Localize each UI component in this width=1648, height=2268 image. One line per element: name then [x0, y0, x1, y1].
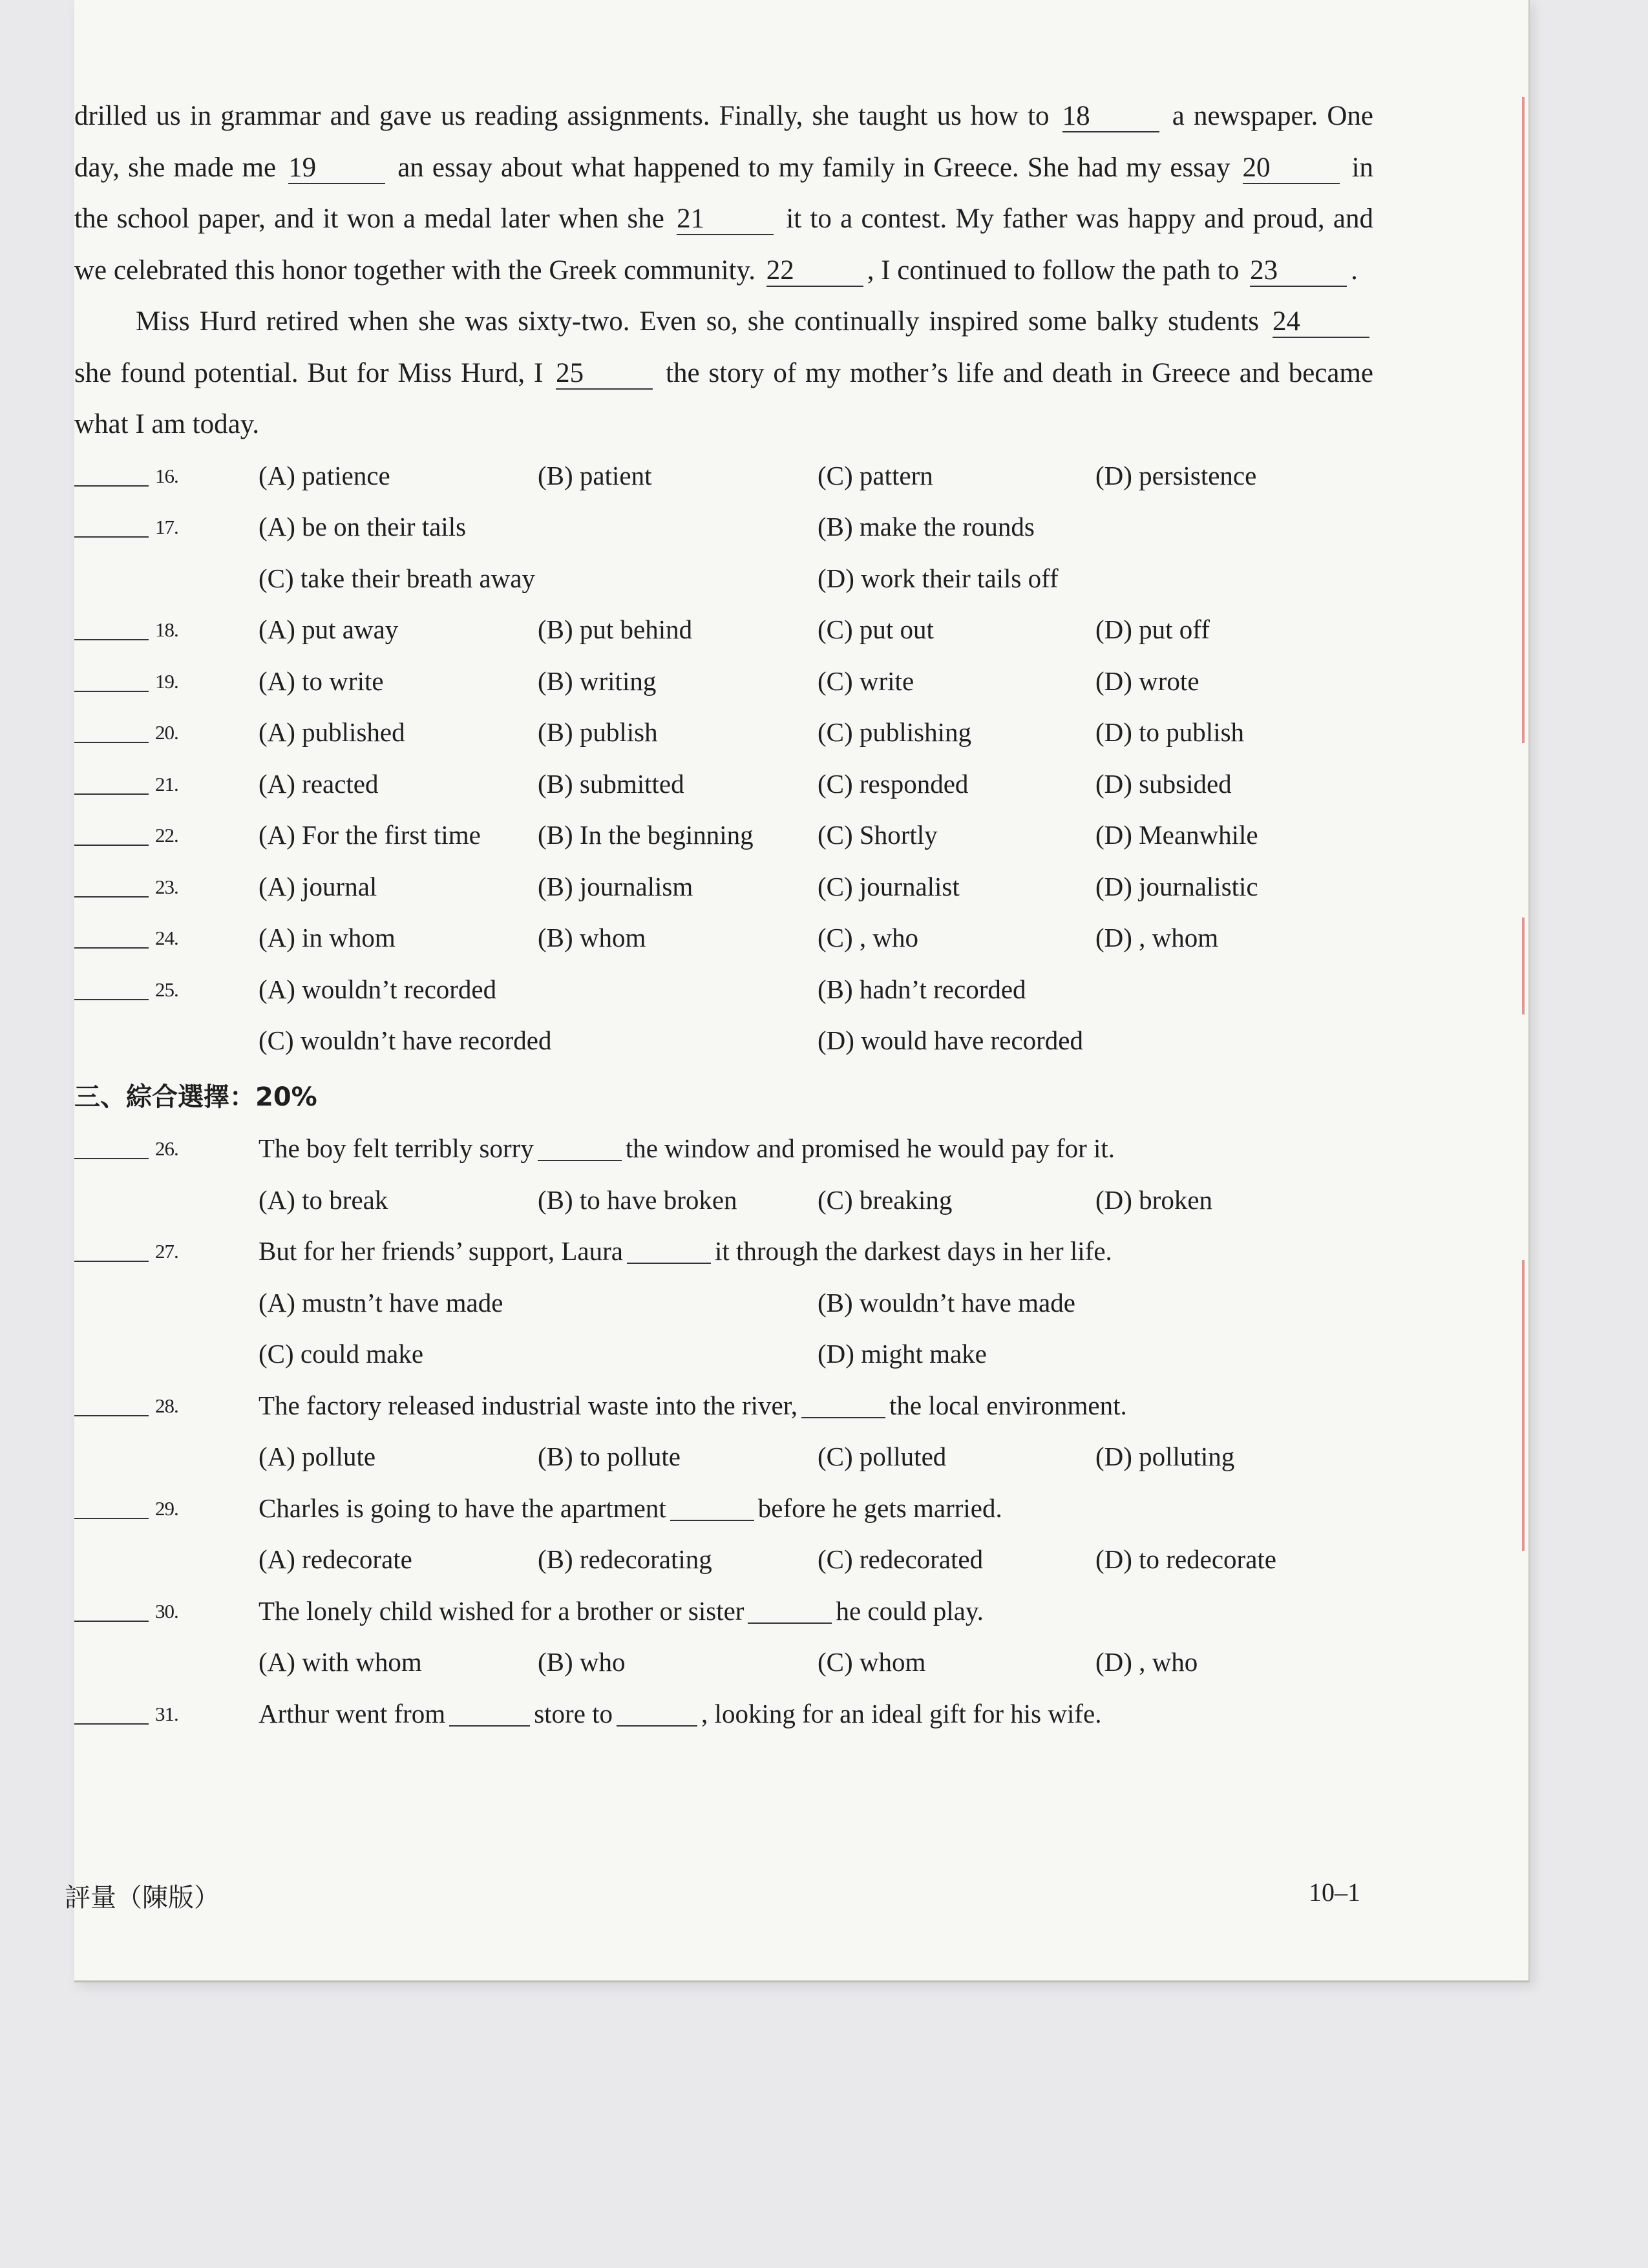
- answer-line[interactable]: [74, 485, 149, 487]
- answer-line[interactable]: [74, 845, 149, 846]
- option-a: (A) patience: [259, 460, 390, 490]
- stem-text: , looking for an ideal gift for his wife.: [701, 1698, 1102, 1728]
- option-b: (B) publish: [538, 717, 658, 747]
- stem-text: Charles is going to have the apartment: [259, 1493, 666, 1523]
- option-b: (B) whom: [538, 923, 646, 952]
- question-number: 21.: [155, 772, 178, 795]
- option-d: (D) Meanwhile: [1095, 820, 1258, 850]
- option-a: (A) wouldn’t recorded: [259, 974, 497, 1004]
- option-d: (D) subsided: [1095, 768, 1232, 799]
- option-b: (B) to have broken: [538, 1184, 737, 1215]
- answer-line[interactable]: [74, 793, 149, 795]
- stem-blank: [538, 1133, 622, 1161]
- passage-text: , I continued to follow the path to: [867, 255, 1240, 286]
- question-number: 28.: [155, 1394, 178, 1417]
- question-29-options: [74, 1534, 1373, 1586]
- question-number: 20.: [155, 721, 178, 744]
- option-b: (B) journalism: [538, 871, 693, 901]
- question-16: [74, 450, 1373, 502]
- question-27: [74, 1226, 1373, 1277]
- passage-text: the story of my mother’s life and death in Greece and became what I am today.: [74, 357, 1374, 439]
- blank-25: 25: [556, 358, 653, 390]
- question-31: [74, 1688, 1373, 1740]
- answer-line[interactable]: [74, 896, 149, 898]
- question-stem: [259, 1380, 1127, 1432]
- stem-text: The lonely child wished for a brother or sister: [259, 1595, 745, 1626]
- stem-text: The factory released industrial waste into the river,: [259, 1390, 798, 1420]
- binding-mark: [1522, 918, 1525, 1014]
- option-c: (C) put out: [818, 614, 934, 644]
- option-d: (D) persistence: [1095, 460, 1257, 490]
- question-26: [74, 1123, 1373, 1175]
- option-b: (B) submitted: [538, 768, 684, 799]
- question-18: [74, 604, 1373, 656]
- passage-paragraph-1: [74, 90, 1373, 296]
- page-number: 10–1: [1309, 1878, 1360, 1907]
- blank-18: 18: [1062, 101, 1159, 132]
- question-22: [74, 810, 1373, 861]
- question-stem: [259, 1688, 1101, 1740]
- option-b: (B) make the rounds: [818, 512, 1035, 541]
- binding-mark: [1522, 1260, 1525, 1551]
- stem-text: store to: [534, 1698, 613, 1728]
- stem-blank: [617, 1699, 697, 1727]
- question-30-options: [74, 1637, 1373, 1688]
- stem-blank: [627, 1236, 711, 1264]
- option-c: (C) wouldn’t have recorded: [259, 1025, 552, 1055]
- option-b: (B) redecorating: [538, 1544, 712, 1574]
- passage-text: Miss Hurd retired when she was sixty-two. Even so, she continually inspired some balky students: [136, 306, 1260, 337]
- question-30: [74, 1586, 1373, 1637]
- question-29: [74, 1483, 1373, 1535]
- question-number: 31.: [155, 1702, 178, 1725]
- passage-paragraph-2: [74, 296, 1373, 450]
- option-d: (D) journalistic: [1095, 871, 1258, 901]
- option-d: (D) wrote: [1095, 666, 1199, 696]
- question-20: [74, 707, 1373, 759]
- blank-20: 20: [1243, 152, 1340, 184]
- question-17-continued: [74, 553, 1373, 605]
- passage-text: a newspaper. One day, she made me: [74, 101, 1374, 183]
- question-21: [74, 759, 1373, 810]
- option-a: (A) put away: [259, 614, 399, 644]
- passage-text: it to a contest. My father was happy and proud, and we celebrated this honor together with the Greek community.: [74, 204, 1373, 286]
- passage-text: .: [1351, 255, 1358, 286]
- question-28-options: [74, 1431, 1373, 1483]
- option-a: (A) pollute: [259, 1442, 376, 1471]
- answer-line[interactable]: [74, 742, 149, 743]
- passage-text: she found potential. But for Miss Hurd, I: [74, 357, 544, 388]
- option-a: (A) with whom: [259, 1647, 422, 1677]
- question-number: 18.: [155, 618, 178, 641]
- answer-line[interactable]: [74, 639, 149, 640]
- question-27-options: [74, 1277, 1373, 1329]
- option-c: (C) publishing: [818, 717, 972, 747]
- option-c: (C) could make: [259, 1339, 424, 1369]
- question-number: 30.: [155, 1599, 178, 1622]
- option-c: (C) whom: [818, 1647, 926, 1677]
- question-number: 16.: [155, 464, 178, 487]
- answer-line[interactable]: [74, 1518, 149, 1519]
- option-a: (A) reacted: [259, 768, 379, 799]
- option-a: (A) in whom: [259, 923, 396, 952]
- answer-line[interactable]: [74, 947, 149, 949]
- question-25-continued: [74, 1015, 1373, 1067]
- section-heading: 三、綜合選擇：20%: [74, 1082, 317, 1112]
- question-number: 24.: [155, 927, 178, 949]
- stem-text: it through the darkest days in her life.: [714, 1236, 1112, 1266]
- option-d: (D) polluting: [1095, 1442, 1235, 1471]
- question-26-options: [74, 1175, 1373, 1226]
- option-b: (B) In the beginning: [538, 820, 754, 850]
- option-b: (B) patient: [538, 460, 652, 490]
- option-b: (B) hadn’t recorded: [818, 974, 1026, 1004]
- answer-line[interactable]: [74, 1723, 149, 1725]
- question-stem: [259, 1483, 1002, 1535]
- option-d: (D) to redecorate: [1095, 1544, 1276, 1574]
- option-b: (B) wouldn’t have made: [818, 1287, 1075, 1318]
- option-b: (B) put behind: [538, 614, 693, 644]
- option-d: (D) broken: [1095, 1184, 1213, 1215]
- passage-text: in the school paper, and it won a medal later when she: [74, 152, 1374, 234]
- stem-text: The boy felt terribly sorry: [259, 1133, 534, 1163]
- option-b: (B) writing: [538, 666, 657, 696]
- stem-blank: [449, 1699, 530, 1727]
- question-27-options-continued: [74, 1328, 1373, 1380]
- option-c: (C) take their breath away: [259, 563, 536, 593]
- option-d: (D) put off: [1095, 614, 1210, 644]
- option-a: (A) be on their tails: [259, 512, 467, 541]
- option-d: (D) to publish: [1095, 717, 1245, 747]
- option-c: (C) write: [818, 666, 914, 696]
- option-a: (A) journal: [259, 871, 377, 901]
- blank-24: 24: [1273, 306, 1369, 338]
- binding-mark: [1522, 97, 1525, 743]
- question-number: 17.: [155, 516, 178, 538]
- option-d: (D) might make: [818, 1339, 987, 1369]
- question-25: [74, 964, 1373, 1016]
- blank-21: 21: [677, 204, 774, 235]
- option-d: (D) work their tails off: [818, 563, 1059, 593]
- option-c: (C) pattern: [818, 460, 933, 490]
- question-stem: [259, 1586, 984, 1637]
- question-number: 19.: [155, 669, 178, 693]
- option-d: (D) would have recorded: [818, 1025, 1083, 1055]
- answer-line[interactable]: [74, 999, 149, 1000]
- stem-blank: [801, 1391, 885, 1418]
- question-24: [74, 912, 1373, 964]
- answer-line[interactable]: [74, 1158, 149, 1159]
- passage-text: drilled us in grammar and gave us reading assignments. Finally, she taught us how to: [74, 101, 1050, 131]
- question-23: [74, 861, 1373, 913]
- question-28: [74, 1380, 1373, 1432]
- blank-19: 19: [288, 152, 385, 184]
- option-a: (A) published: [259, 717, 405, 747]
- blank-22: 22: [766, 255, 863, 287]
- question-number: 29.: [155, 1496, 178, 1520]
- question-number: 23.: [155, 875, 178, 898]
- stem-text: he could play.: [836, 1595, 984, 1626]
- stem-text: Arthur went from: [259, 1698, 446, 1728]
- option-a: (A) to break: [259, 1184, 388, 1215]
- answer-line[interactable]: [74, 691, 149, 692]
- option-c: (C) Shortly: [818, 820, 938, 850]
- option-c: (C) breaking: [818, 1184, 953, 1215]
- option-a: (A) redecorate: [259, 1544, 412, 1574]
- question-stem: [259, 1226, 1112, 1277]
- page-content: [74, 90, 1373, 1739]
- option-a: (A) mustn’t have made: [259, 1287, 503, 1318]
- question-number: 25.: [155, 978, 178, 1001]
- question-number: 26.: [155, 1137, 178, 1160]
- option-b: (B) to pollute: [538, 1442, 681, 1471]
- question-stem: [259, 1123, 1115, 1175]
- question-number: 22.: [155, 824, 178, 846]
- stem-text: before he gets married.: [757, 1493, 1002, 1523]
- option-b: (B) who: [538, 1647, 626, 1677]
- option-c: (C) journalist: [818, 871, 960, 901]
- answer-line[interactable]: [74, 1621, 149, 1622]
- answer-line[interactable]: [74, 1415, 149, 1416]
- question-17: [74, 501, 1373, 553]
- option-d: (D) , who: [1095, 1647, 1198, 1677]
- question-19: [74, 656, 1373, 708]
- stem-text: But for her friends’ support, Laura: [259, 1236, 623, 1266]
- option-c: (C) , who: [818, 923, 919, 952]
- stem-text: the local environment.: [889, 1390, 1127, 1420]
- option-c: (C) redecorated: [818, 1544, 984, 1574]
- stem-blank: [748, 1596, 832, 1624]
- option-a: (A) For the first time: [259, 820, 481, 850]
- footer-publisher: 評量（陳版）: [65, 1883, 220, 1913]
- option-d: (D) , whom: [1095, 923, 1219, 952]
- option-c: (C) polluted: [818, 1442, 947, 1471]
- passage-text: an essay about what happened to my family in Greece. She had my essay: [397, 152, 1231, 183]
- answer-line[interactable]: [74, 1261, 149, 1262]
- answer-line[interactable]: [74, 536, 149, 538]
- question-number: 27.: [155, 1240, 178, 1263]
- option-c: (C) responded: [818, 768, 969, 799]
- stem-blank: [670, 1493, 754, 1521]
- stem-text: the window and promised he would pay for it.: [625, 1133, 1115, 1163]
- blank-23: 23: [1250, 255, 1347, 287]
- option-a: (A) to write: [259, 666, 384, 696]
